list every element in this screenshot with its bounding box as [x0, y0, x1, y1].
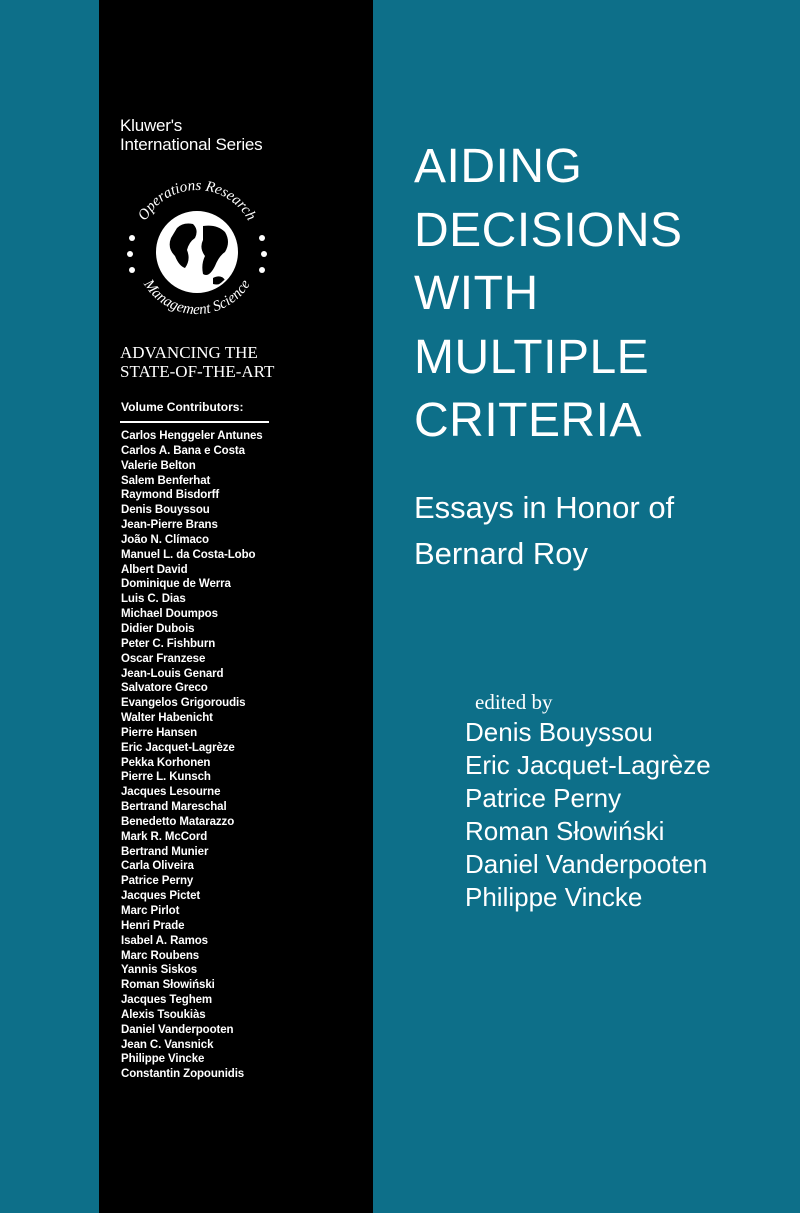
contributor-name: Jean-Louis Genard	[121, 667, 224, 680]
book-title	[414, 135, 683, 453]
contributor-name: Jacques Teghem	[121, 994, 213, 1007]
editor-name: Patrice Perny	[465, 783, 622, 813]
logo-top-text: Operations Research	[135, 177, 259, 224]
contributor-name: Valerie Belton	[121, 459, 196, 472]
contributor-name: Marc Roubens	[121, 949, 200, 962]
contributor-name: Pierre L. Kunsch	[121, 771, 211, 784]
contributor-name: Carla Oliveira	[121, 860, 194, 873]
contributor-name: Benedetto Matarazzo	[121, 815, 235, 828]
contributor-name: Raymond Bisdorff	[121, 489, 220, 502]
contributor-name: Pierre Hansen	[121, 726, 198, 739]
series-title-line: Kluwer's	[120, 116, 183, 135]
subtitle-line: Essays in Honor of	[414, 490, 675, 525]
contributor-name: Philippe Vincke	[121, 1053, 205, 1066]
contributor-name: Isabel A. Ramos	[121, 934, 208, 947]
contributor-name: Jean-Pierre Brans	[121, 519, 218, 532]
contributor-name: Henri Prade	[121, 919, 185, 932]
contributor-name: Salvatore Greco	[121, 682, 208, 695]
editors-list	[465, 716, 711, 914]
contributor-name: Dominique de Werra	[121, 578, 231, 591]
series-title	[120, 116, 262, 154]
series-title-line: International Series	[120, 135, 263, 154]
contributor-name: Luis C. Dias	[121, 593, 186, 606]
contributor-name: Patrice Perny	[121, 875, 194, 888]
contributor-name: Eric Jacquet-Lagrèze	[121, 741, 235, 754]
orms-globe-logo	[117, 156, 277, 336]
contributor-name: Roman Słowiński	[121, 979, 215, 992]
contributor-name: Denis Bouyssou	[121, 504, 210, 517]
contributor-name: Bertrand Munier	[121, 845, 209, 858]
contributor-name: Constantin Zopounidis	[121, 1068, 245, 1081]
left-margin-strip	[0, 0, 99, 1213]
globe-icon	[157, 212, 237, 292]
title-line: DECISIONS	[414, 203, 683, 257]
contributor-name: Salem Benferhat	[121, 474, 211, 487]
contributor-name: Alexis Tsoukiàs	[121, 1008, 206, 1021]
series-band	[99, 0, 373, 1213]
contributor-name: Evangelos Grigoroudis	[121, 697, 246, 710]
title-line: CRITERIA	[414, 394, 643, 447]
contributor-name: Bertrand Mareschal	[121, 801, 227, 814]
subtitle-line: Bernard Roy	[414, 536, 589, 571]
contributor-name: Didier Dubois	[121, 622, 195, 635]
edited-by-label: edited by	[475, 690, 553, 714]
contributors-heading: Volume Contributors:	[121, 400, 244, 414]
contributor-name: Manuel L. da Costa-Lobo	[121, 548, 256, 561]
contributor-name: Jacques Lesourne	[121, 786, 221, 799]
series-tagline	[120, 343, 274, 381]
contributor-name: Yannis Siskos	[121, 964, 198, 977]
contributor-name: Jacques Pictet	[121, 890, 201, 903]
contributor-name: Peter C. Fishburn	[121, 637, 216, 650]
logo-bottom-text: Management Science	[140, 276, 254, 319]
editor-name: Denis Bouyssou	[465, 717, 653, 747]
contributors-divider	[120, 421, 269, 423]
editor-name: Roman Słowiński	[465, 816, 665, 846]
contributor-name: Mark R. McCord	[121, 830, 208, 843]
contributor-name: Marc Pirlot	[121, 905, 180, 917]
contributor-name: Pekka Korhonen	[121, 756, 211, 769]
contributor-name: Carlos A. Bana e Costa	[121, 444, 245, 457]
contributor-name: Albert David	[121, 563, 188, 576]
book-subtitle	[414, 485, 674, 577]
editors-block	[465, 690, 711, 914]
contributors-list	[121, 429, 263, 1082]
editor-name: Philippe Vincke	[465, 882, 643, 912]
contributor-name: Carlos Henggeler Antunes	[121, 430, 263, 442]
title-line: MULTIPLE	[414, 330, 650, 384]
contributor-name: Michael Doumpos	[121, 608, 218, 621]
title-line: AIDING	[414, 140, 583, 193]
tagline-line: STATE-OF-THE-ART	[120, 362, 275, 381]
contributor-name: Walter Habenicht	[121, 712, 213, 725]
editor-name: Daniel Vanderpooten	[465, 849, 708, 879]
contributor-name: Oscar Franzese	[121, 652, 206, 665]
tagline-line: ADVANCING THE	[120, 343, 258, 362]
contributor-name: João N. Clímaco	[121, 533, 209, 546]
title-line: WITH	[414, 267, 539, 320]
editor-name: Eric Jacquet-Lagrèze	[465, 750, 711, 780]
contributor-name: Daniel Vanderpooten	[121, 1023, 234, 1036]
contributor-name: Jean C. Vansnick	[121, 1038, 214, 1051]
